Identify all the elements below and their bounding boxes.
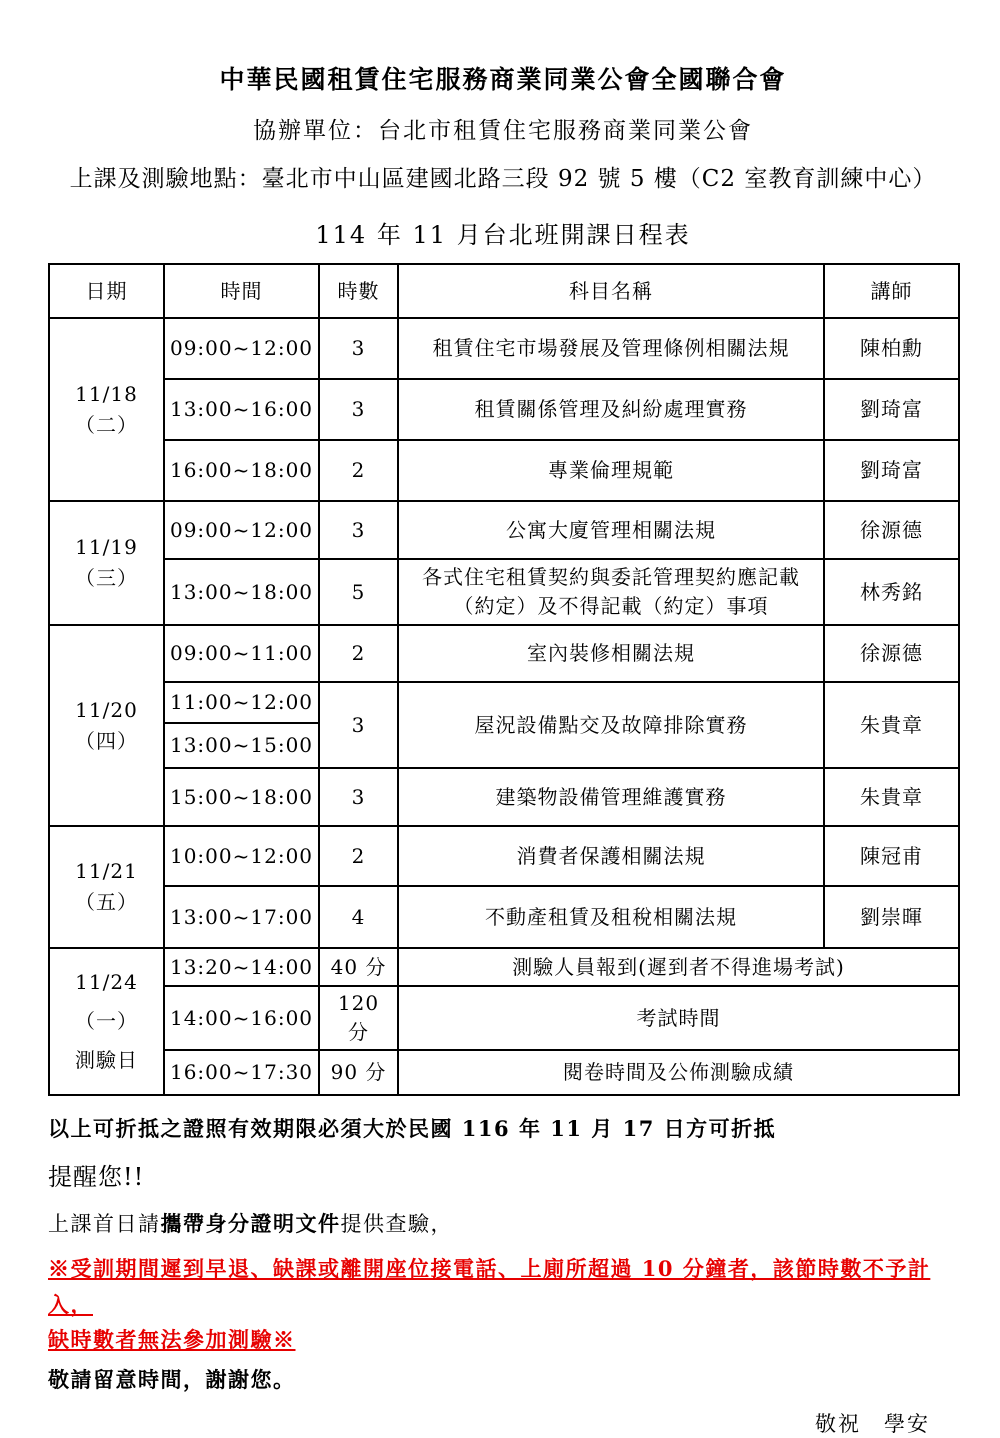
date-text: 11/18: [75, 381, 138, 406]
attendance-warning-line1: ※受訓期間遲到早退、缺課或離開座位接電話、上廁所超過 10 分鐘者，該節時數不予計入，: [48, 1256, 931, 1317]
table-row: [49, 826, 959, 886]
weekday-text: （四）: [75, 728, 138, 753]
id-check-note: [48, 1208, 958, 1238]
attention-note: 敬請留意時間，謝謝您。: [48, 1367, 296, 1393]
hours-cell: 2: [319, 826, 398, 886]
reminder-heading: 提醒您!!: [48, 1163, 145, 1191]
date-cell-1121: [49, 826, 164, 948]
hours-cell: 3: [319, 318, 398, 379]
time-cell: 10:00~12:00: [164, 826, 319, 886]
id-check-suffix: 提供查驗，: [340, 1212, 453, 1236]
time-cell: 13:00~15:00: [164, 723, 319, 768]
time-cell: 15:00~18:00: [164, 768, 319, 826]
subject-cell: 室內裝修相關法規: [398, 625, 824, 682]
attendance-warning-line2: 缺時數者無法參加測驗※: [48, 1327, 296, 1353]
instructor-cell: 徐源德: [824, 625, 959, 682]
subject-cell: 公寓大廈管理相關法規: [398, 501, 824, 559]
hours-cell: 90 分: [319, 1050, 398, 1095]
subject-cell: 各式住宅租賃契約與委託管理契約應記載（約定）及不得記載（約定）事項: [398, 559, 824, 625]
course-schedule-table: [48, 263, 960, 1096]
instructor-cell: 徐源德: [824, 501, 959, 559]
subject-cell: 不動產租賃及租稅相關法規: [398, 886, 824, 948]
weekday-text: （一）: [75, 1009, 138, 1033]
exam-activity-cell: 考試時間: [398, 986, 959, 1050]
co-organizer-line: 協辦單位：台北市租賃住宅服務商業同業公會: [253, 118, 753, 144]
date-text: 11/19: [75, 535, 138, 559]
time-cell: 16:00~18:00: [164, 440, 319, 501]
table-row: [49, 682, 959, 723]
table-row: [49, 501, 959, 559]
date-cell-1118: [49, 318, 164, 501]
attendance-warning: [48, 1251, 958, 1358]
subject-cell: 建築物設備管理維護實務: [398, 768, 824, 826]
instructor-cell: 劉琦富: [824, 379, 959, 440]
schedule-title: 114 年 11 月台北班開課日程表: [315, 221, 691, 249]
document-header: [48, 60, 958, 250]
license-validity-note: 以上可折抵之證照有效期限必須大於民國 116 年 11 月 17 日方可折抵: [48, 1116, 777, 1141]
hours-cell: 2: [319, 440, 398, 501]
col-header-subject: 科目名稱: [398, 264, 824, 318]
time-cell: 09:00~11:00: [164, 625, 319, 682]
footer-notes: [48, 1113, 958, 1438]
subject-cell: 專業倫理規範: [398, 440, 824, 501]
subject-cell: 消費者保護相關法規: [398, 826, 824, 886]
subject-cell: 租賃住宅市場發展及管理條例相關法規: [398, 318, 824, 379]
federation-title: 中華民國租賃住宅服務商業同業公會全國聯合會: [219, 65, 787, 94]
exam-day-label: 測驗日: [75, 1048, 138, 1072]
id-check-prefix: 上課首日請: [48, 1212, 161, 1236]
table-row: [49, 379, 959, 440]
table-row: [49, 886, 959, 948]
table-row: [49, 768, 959, 826]
col-header-hours: 時數: [319, 264, 398, 318]
instructor-cell: 林秀銘: [824, 559, 959, 625]
closing-salutation: 敬祝 學安: [815, 1412, 930, 1437]
id-check-bold: 攜帶身分證明文件: [160, 1211, 341, 1236]
date-text: 11/21: [75, 859, 138, 883]
time-cell: 16:00~17:30: [164, 1050, 319, 1095]
table-row: [49, 625, 959, 682]
hours-cell: 4: [319, 886, 398, 948]
subject-cell: 屋況設備點交及故障排除實務: [398, 682, 824, 768]
table-row: [49, 318, 959, 379]
time-cell: 11:00~12:00: [164, 682, 319, 723]
time-cell: 13:00~18:00: [164, 559, 319, 625]
time-cell: 13:00~16:00: [164, 379, 319, 440]
hours-cell: 2: [319, 625, 398, 682]
instructor-cell: 陳柏勳: [824, 318, 959, 379]
table-row: [49, 440, 959, 501]
instructor-cell: 劉琦富: [824, 440, 959, 501]
col-header-time: 時間: [164, 264, 319, 318]
col-header-instructor: 講師: [824, 264, 959, 318]
date-cell-1119: [49, 501, 164, 625]
table-header-row: [49, 264, 959, 318]
hours-cell: 3: [319, 768, 398, 826]
instructor-cell: 朱貴章: [824, 768, 959, 826]
time-cell: 09:00~12:00: [164, 501, 319, 559]
time-cell: 13:20~14:00: [164, 948, 319, 986]
table-row: [49, 948, 959, 986]
date-text: 11/24: [75, 970, 138, 994]
time-cell: 13:00~17:00: [164, 886, 319, 948]
exam-activity-cell: 閱卷時間及公佈測驗成績: [398, 1050, 959, 1095]
location-line: 上課及測驗地點：臺北市中山區建國北路三段 92 號 5 樓（C2 室教育訓練中心）: [69, 166, 937, 192]
hours-cell: 3: [319, 501, 398, 559]
hours-cell: 3: [319, 379, 398, 440]
hours-cell: 120 分: [319, 986, 398, 1050]
weekday-text: （三）: [75, 566, 138, 590]
hours-cell: 40 分: [319, 948, 398, 986]
hours-cell: 5: [319, 559, 398, 625]
hours-cell: 3: [319, 682, 398, 768]
date-cell-1124: [49, 948, 164, 1095]
table-row: [49, 559, 959, 625]
date-text: 11/20: [75, 697, 138, 722]
time-cell: 14:00~16:00: [164, 986, 319, 1050]
instructor-cell: 陳冠甫: [824, 826, 959, 886]
time-cell: 09:00~12:00: [164, 318, 319, 379]
weekday-text: （五）: [75, 890, 138, 914]
instructor-cell: 朱貴章: [824, 682, 959, 768]
table-row: [49, 986, 959, 1050]
table-row: [49, 1050, 959, 1095]
subject-cell: 租賃關係管理及糾紛處理實務: [398, 379, 824, 440]
exam-activity-cell: 測驗人員報到(遲到者不得進場考試): [398, 948, 959, 986]
date-cell-1120: [49, 625, 164, 826]
weekday-text: （二）: [75, 412, 138, 437]
instructor-cell: 劉崇暉: [824, 886, 959, 948]
col-header-date: 日期: [49, 264, 164, 318]
